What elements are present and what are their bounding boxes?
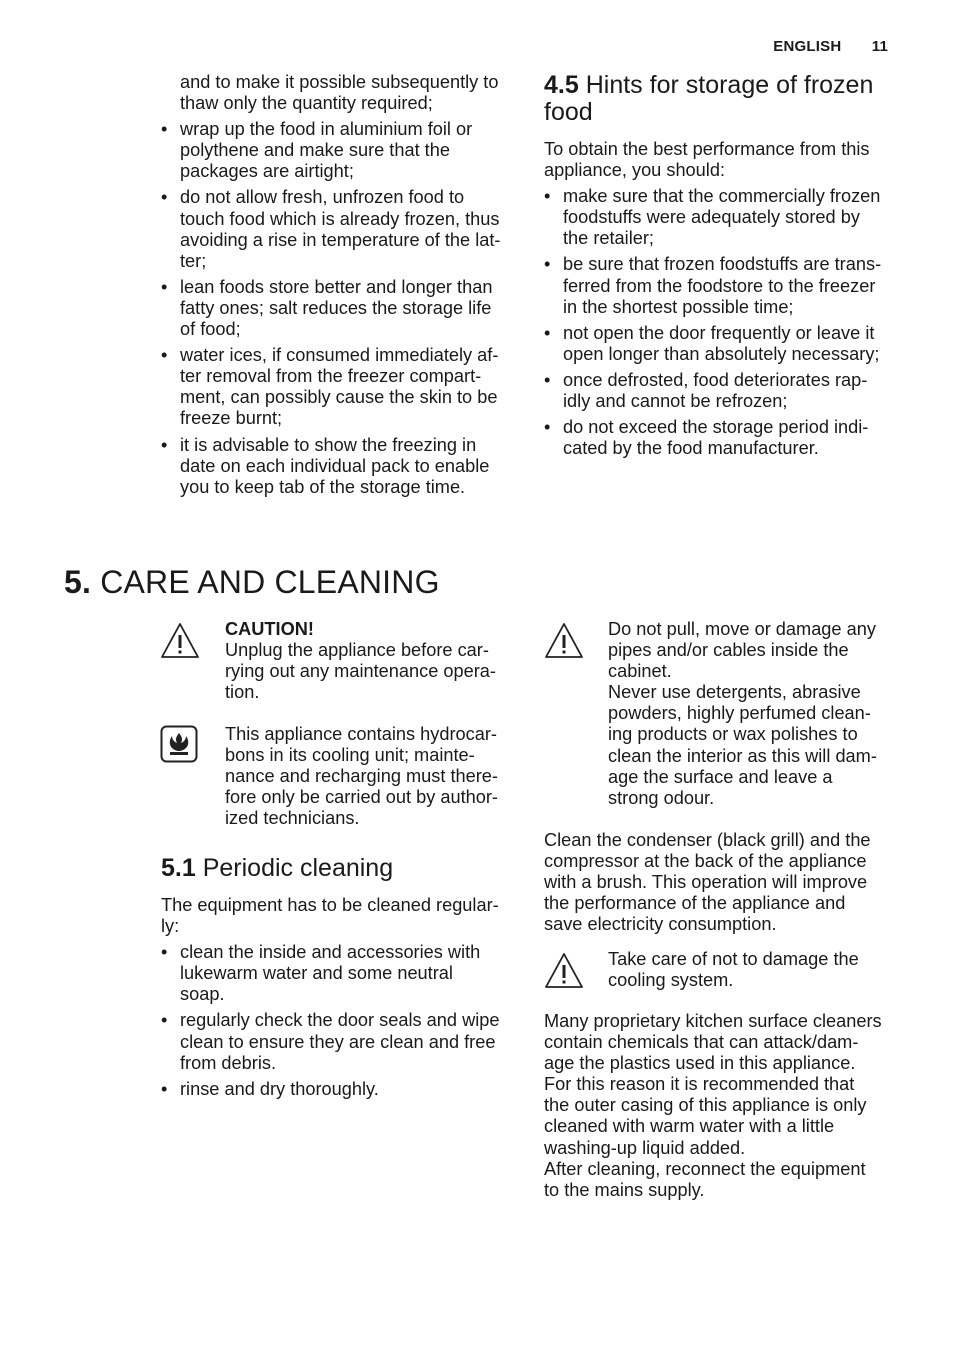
text-line: • wrap up the food in aluminium foil or (180, 119, 473, 140)
text-line: packages are airtight; (180, 161, 354, 182)
hydrocarbon-block (225, 724, 525, 829)
page-header (773, 38, 888, 55)
text-line: ter removal from the freezer compart- (180, 366, 482, 387)
text-line: the retailer; (563, 228, 654, 249)
text-line: • do not allow fresh, unfrozen food to (180, 187, 465, 208)
text-line: Take care of not to damage the (608, 949, 859, 969)
text-line: • once defrosted, food deteriorates rap- (563, 369, 868, 390)
text-line: tion. (225, 682, 260, 703)
section-intro (544, 139, 904, 181)
list-item (180, 119, 520, 182)
caution-icon (160, 621, 200, 666)
list-item (563, 370, 904, 412)
section-title (161, 855, 521, 882)
text-line: strong odour. (608, 787, 715, 808)
condenser-paragraph (544, 830, 914, 935)
text-line: cated by the food manufacturer. (563, 438, 819, 459)
section-5-1 (161, 855, 521, 1105)
list-item (180, 345, 520, 429)
list-item (563, 323, 904, 365)
text-line: ized technicians. (225, 808, 360, 829)
list-item (180, 187, 520, 271)
storage-hints-list (563, 186, 904, 459)
text-line: food (544, 98, 593, 126)
text-line: • do not exceed the storage period indi- (563, 417, 869, 438)
list-item (180, 1010, 521, 1073)
text-line: cabinet. (608, 661, 672, 682)
continuation-text (180, 72, 520, 114)
text-line: ter; (180, 250, 207, 271)
list-item (180, 435, 520, 498)
text-line: • be sure that frozen foodstuffs are trans- (563, 254, 882, 275)
list-item (563, 254, 904, 317)
text-line: • make sure that the commercially frozen (563, 186, 881, 207)
text-line: • water ices, if consumed immediately af- (180, 345, 499, 366)
text-line: foodstuffs were adequately stored by (563, 207, 860, 228)
section-title (544, 72, 904, 126)
text-line: Never use detergents, abrasive (608, 682, 861, 703)
text-line: and to make it possible subsequently to (180, 72, 499, 92)
text-line: you to keep tab of the storage time. (180, 476, 466, 497)
caution-label: CAUTION! (225, 619, 314, 639)
text-line: age the surface and leave a (608, 766, 833, 787)
section-number: 4.5 (544, 71, 579, 99)
text-line: clean the interior as this will dam- (608, 745, 877, 766)
text-line: open longer than absolutely necessary; (563, 343, 880, 364)
text-line: idly and cannot be refrozen; (563, 391, 788, 412)
text-line: After cleaning, reconnect the equipment (544, 1158, 866, 1179)
text-line: • regularly check the door seals and wipe (180, 1010, 500, 1031)
text-line: To obtain the best performance from this (544, 139, 870, 159)
text-line: clean to ensure they are clean and free (180, 1031, 496, 1052)
text-line: • not open the door frequently or leave it (563, 322, 875, 343)
list-item (180, 277, 520, 340)
section-4-5 (544, 72, 904, 464)
text-line: save electricity consumption. (544, 914, 777, 935)
text-line: ly: (161, 916, 180, 937)
text-line: avoiding a rise in temperature of the lat- (180, 229, 501, 250)
text-line: Hints for storage of frozen (585, 71, 874, 99)
text-line: the outer casing of this appliance is only (544, 1095, 867, 1116)
list-item (180, 1079, 521, 1100)
text-line: Unplug the appliance before car- (225, 640, 489, 661)
text-line: rying out any maintenance opera- (225, 661, 496, 682)
text-line: • it is advisable to show the freezing in (180, 434, 477, 455)
text-line: Do not pull, move or damage any (608, 619, 876, 639)
text-line: to the mains supply. (544, 1179, 705, 1200)
text-line: lukewarm water and some neutral (180, 963, 453, 984)
section-number: 5.1 (161, 854, 196, 882)
text-line: appliance, you should: (544, 160, 725, 181)
section-intro (161, 895, 521, 937)
list-item (563, 186, 904, 249)
flame-gas-icon (160, 725, 198, 768)
text-line: This appliance contains hydrocar- (225, 724, 497, 744)
text-line: date on each individual pack to enable (180, 455, 490, 476)
text-line: freeze burnt; (180, 408, 283, 429)
text-line: of food; (180, 319, 241, 340)
text-line: washing-up liquid added. (544, 1137, 746, 1158)
list-item (563, 417, 904, 459)
chapter-title (64, 564, 440, 600)
text-line: compressor at the back of the appliance (544, 851, 867, 872)
freezing-tips-list (180, 119, 520, 498)
text-line: powders, highly perfumed clean- (608, 703, 871, 724)
text-line: • rinse and dry thoroughly. (180, 1078, 379, 1099)
text-line: soap. (180, 984, 225, 1005)
text-line: • clean the inside and accessories with (180, 942, 481, 963)
section-title-text: Periodic cleaning (202, 854, 394, 882)
text-line: ferred from the foodstore to the freezer (563, 275, 876, 296)
cleaners-paragraph (544, 1011, 914, 1201)
text-line: contain chemicals that can attack/dam- (544, 1032, 859, 1053)
text-line: fore only be carried out by author- (225, 787, 498, 808)
warning-triangle-icon (544, 621, 584, 666)
text-line: polythene and make sure that the (180, 140, 450, 161)
text-line: pipes and/or cables inside the (608, 640, 849, 661)
text-line: bons in its cooling unit; mainte- (225, 745, 475, 766)
caution-block (225, 619, 525, 703)
page-number: 11 (871, 38, 888, 55)
text-line: cleaned with warm water with a little (544, 1116, 835, 1137)
left-top-column (180, 72, 520, 503)
text-line: cooling system. (608, 970, 734, 991)
text-line: from debris. (180, 1052, 277, 1073)
text-line: touch food which is already frozen, thus (180, 208, 500, 229)
text-line: • lean foods store better and longer than (180, 276, 493, 297)
text-line: with a brush. This operation will improve (544, 872, 868, 893)
pipes-warning-block (608, 619, 908, 809)
text-line: Clean the condenser (black grill) and the (544, 830, 871, 850)
text-line: fatty ones; salt reduces the storage life (180, 297, 492, 318)
text-line: nance and recharging must there- (225, 766, 498, 787)
text-line: The equipment has to be cleaned regular- (161, 895, 499, 915)
text-line: ing products or wax polishes to (608, 724, 858, 745)
text-line: in the shortest possible time; (563, 296, 794, 317)
cooling-warning-block (608, 949, 908, 991)
chapter-title-text: CARE AND CLEANING (100, 564, 440, 600)
text-line: the performance of the appliance and (544, 893, 846, 914)
header-language: ENGLISH (773, 38, 842, 55)
chapter-number: 5. (64, 564, 92, 600)
text-line: age the plastics used in this appliance. (544, 1053, 856, 1074)
text-line: ment, can possibly cause the skin to be (180, 387, 498, 408)
cleaning-steps-list (180, 942, 521, 1100)
text-line: Many proprietary kitchen surface cleaners (544, 1011, 882, 1031)
text-line: For this reason it is recommended that (544, 1074, 855, 1095)
text-line: thaw only the quantity required; (180, 93, 433, 114)
warning-triangle-icon (544, 951, 584, 996)
list-item (180, 942, 521, 1005)
